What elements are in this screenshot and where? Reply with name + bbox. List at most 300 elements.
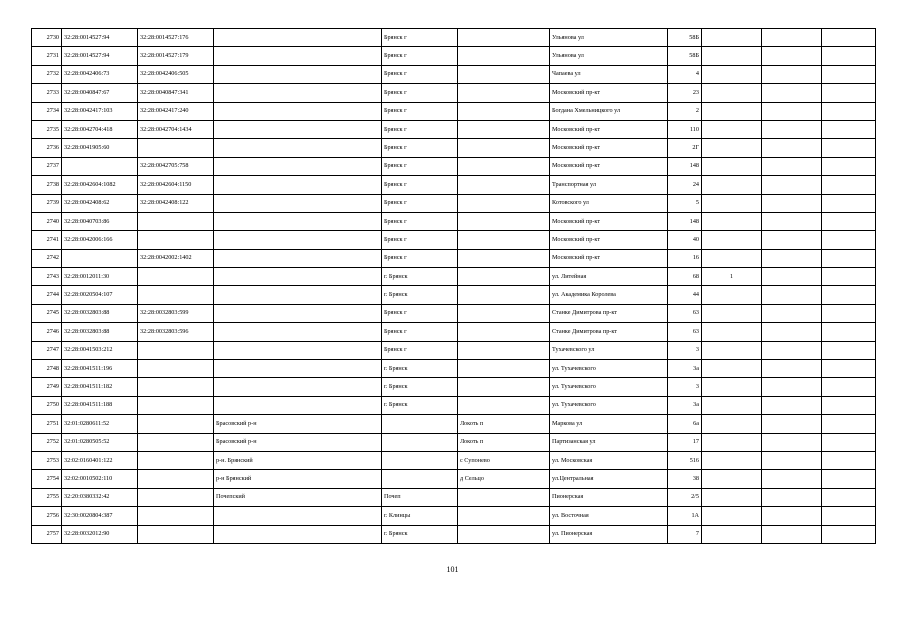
city-cell: Брянск г (382, 157, 458, 175)
extra-cell-2 (762, 341, 822, 359)
extra-cell-2 (762, 323, 822, 341)
city-cell (382, 433, 458, 451)
street-cell: Московский пр-кт (550, 231, 668, 249)
settlement-cell: Локоть п (458, 433, 550, 451)
house-number-cell: 110 (668, 120, 702, 138)
extra-cell-3 (822, 231, 876, 249)
district-cell: Брасовский р-н (214, 433, 382, 451)
extra-cell-3 (822, 157, 876, 175)
extra-cell-2 (762, 249, 822, 267)
settlement-cell (458, 268, 550, 286)
extra-cell-3 (822, 84, 876, 102)
extra-cell-2 (762, 231, 822, 249)
cadastral-number-cell: 32:28:0042604:1082 (62, 176, 138, 194)
district-cell (214, 268, 382, 286)
row-number-cell: 2733 (32, 84, 62, 102)
cadastral-number-secondary-cell (138, 415, 214, 433)
extra-cell-1 (702, 231, 762, 249)
house-number-cell: 6а (668, 415, 702, 433)
extra-cell-2 (762, 194, 822, 212)
district-cell (214, 29, 382, 47)
row-number-cell: 2746 (32, 323, 62, 341)
page-number: 101 (446, 565, 459, 574)
district-cell (214, 102, 382, 120)
street-cell: Московский пр-кт (550, 249, 668, 267)
house-number-cell: 148 (668, 157, 702, 175)
table-row (32, 451, 876, 469)
street-cell: ул. Тухачевского (550, 396, 668, 414)
extra-cell-2 (762, 139, 822, 157)
street-cell: Маркова ул (550, 415, 668, 433)
extra-cell-1 (702, 194, 762, 212)
table-row (32, 102, 876, 120)
street-cell: ул. Восточная (550, 507, 668, 525)
cadastral-number-secondary-cell: 32:28:0042406:505 (138, 65, 214, 83)
cadastral-number-secondary-cell: 32:28:0042417:240 (138, 102, 214, 120)
extra-cell-3 (822, 47, 876, 65)
cadastral-number-cell: 32:28:0040703:86 (62, 212, 138, 230)
district-cell (214, 176, 382, 194)
row-number-cell: 2755 (32, 488, 62, 506)
house-number-cell: 7 (668, 525, 702, 543)
house-number-cell: 3 (668, 341, 702, 359)
house-number-cell: 516 (668, 451, 702, 469)
extra-cell-1 (702, 102, 762, 120)
street-cell: ул. Пионерская (550, 525, 668, 543)
extra-cell-3 (822, 176, 876, 194)
street-cell: Пионерская (550, 488, 668, 506)
table-row (32, 286, 876, 304)
extra-cell-2 (762, 488, 822, 506)
city-cell: Брянск г (382, 212, 458, 230)
cadastral-number-cell: 32:28:0014527:94 (62, 47, 138, 65)
extra-cell-2 (762, 470, 822, 488)
house-number-cell: 23 (668, 84, 702, 102)
table-row (32, 157, 876, 175)
street-cell: ул. Литейная (550, 268, 668, 286)
district-cell (214, 304, 382, 322)
cadastral-number-secondary-cell: 32:28:0032803:596 (138, 323, 214, 341)
row-number-cell: 2742 (32, 249, 62, 267)
extra-cell-3 (822, 525, 876, 543)
cadastral-number-secondary-cell: 32:28:0014527:179 (138, 47, 214, 65)
house-number-cell: 4 (668, 65, 702, 83)
house-number-cell: 17 (668, 433, 702, 451)
cadastral-number-cell: 32:28:0041511:196 (62, 360, 138, 378)
city-cell (382, 415, 458, 433)
house-number-cell: 2Г (668, 139, 702, 157)
extra-cell-1 (702, 525, 762, 543)
extra-cell-3 (822, 120, 876, 138)
settlement-cell (458, 396, 550, 414)
extra-cell-3 (822, 433, 876, 451)
city-cell: Почеп (382, 488, 458, 506)
extra-cell-3 (822, 194, 876, 212)
extra-cell-2 (762, 84, 822, 102)
district-cell (214, 47, 382, 65)
extra-cell-2 (762, 65, 822, 83)
row-number-cell: 2747 (32, 341, 62, 359)
row-number-cell: 2756 (32, 507, 62, 525)
extra-cell-1 (702, 47, 762, 65)
row-number-cell: 2750 (32, 396, 62, 414)
extra-cell-2 (762, 29, 822, 47)
cadastral-number-secondary-cell (138, 212, 214, 230)
street-cell: Котовского ул (550, 194, 668, 212)
district-cell (214, 194, 382, 212)
district-cell (214, 157, 382, 175)
cadastral-number-secondary-cell: 32:28:0042704:1434 (138, 120, 214, 138)
table-row (32, 433, 876, 451)
settlement-cell (458, 231, 550, 249)
cadastral-number-secondary-cell (138, 488, 214, 506)
table-row (32, 268, 876, 286)
house-number-cell: 63 (668, 304, 702, 322)
house-number-cell: 38 (668, 470, 702, 488)
settlement-cell (458, 176, 550, 194)
table-row (32, 176, 876, 194)
settlement-cell (458, 341, 550, 359)
extra-cell-3 (822, 268, 876, 286)
street-cell: ул.Центральная (550, 470, 668, 488)
city-cell: Брянск г (382, 194, 458, 212)
table-row (32, 29, 876, 47)
extra-cell-1 (702, 360, 762, 378)
street-cell: Московский пр-кт (550, 84, 668, 102)
row-number-cell: 2743 (32, 268, 62, 286)
city-cell: г. Брянск (382, 360, 458, 378)
extra-cell-2 (762, 451, 822, 469)
district-cell: Почепский (214, 488, 382, 506)
cadastral-number-secondary-cell (138, 139, 214, 157)
cadastral-number-cell: 32:28:0041511:188 (62, 396, 138, 414)
table-row (32, 396, 876, 414)
row-number-cell: 2753 (32, 451, 62, 469)
extra-cell-1 (702, 323, 762, 341)
city-cell: г. Клинцы (382, 507, 458, 525)
cadastral-number-secondary-cell (138, 507, 214, 525)
row-number-cell: 2732 (32, 65, 62, 83)
extra-cell-3 (822, 415, 876, 433)
street-cell: ул. Академика Королева (550, 286, 668, 304)
district-cell (214, 286, 382, 304)
extra-cell-3 (822, 470, 876, 488)
cadastral-number-cell: 32:28:0042704:418 (62, 120, 138, 138)
extra-cell-1 (702, 84, 762, 102)
row-number-cell: 2745 (32, 304, 62, 322)
extra-cell-1 (702, 176, 762, 194)
house-number-cell: 63 (668, 323, 702, 341)
settlement-cell (458, 84, 550, 102)
cadastral-number-cell (62, 249, 138, 267)
table-row (32, 488, 876, 506)
table-row (32, 525, 876, 543)
extra-cell-1 (702, 341, 762, 359)
table-row (32, 378, 876, 396)
cadastral-number-cell: 32:20:0380332:42 (62, 488, 138, 506)
street-cell: Богдана Хмельницкого ул (550, 102, 668, 120)
house-number-cell: 24 (668, 176, 702, 194)
extra-cell-2 (762, 360, 822, 378)
extra-cell-3 (822, 396, 876, 414)
street-cell: Ульянова ул (550, 29, 668, 47)
city-cell: Брянск г (382, 84, 458, 102)
house-number-cell: 68 (668, 268, 702, 286)
city-cell: Брянск г (382, 176, 458, 194)
district-cell (214, 378, 382, 396)
settlement-cell (458, 102, 550, 120)
extra-cell-1 (702, 139, 762, 157)
settlement-cell (458, 120, 550, 138)
street-cell: Московский пр-кт (550, 212, 668, 230)
extra-cell-2 (762, 378, 822, 396)
cadastral-number-cell: 32:28:0014527:94 (62, 29, 138, 47)
extra-cell-1 (702, 286, 762, 304)
settlement-cell: д Сельцо (458, 470, 550, 488)
street-cell: Московский пр-кт (550, 120, 668, 138)
street-cell: Транспортная ул (550, 176, 668, 194)
district-cell: р-н. Брянский (214, 451, 382, 469)
settlement-cell (458, 378, 550, 396)
street-cell: Партизанская ул (550, 433, 668, 451)
row-number-cell: 2749 (32, 378, 62, 396)
house-number-cell: 1А (668, 507, 702, 525)
property-register-table (31, 28, 876, 544)
cadastral-number-secondary-cell (138, 341, 214, 359)
extra-cell-3 (822, 212, 876, 230)
extra-cell-1 (702, 212, 762, 230)
extra-cell-2 (762, 120, 822, 138)
table-row (32, 470, 876, 488)
cadastral-number-cell: 32:30:0020804:387 (62, 507, 138, 525)
cadastral-number-cell: 32:28:0042417:103 (62, 102, 138, 120)
cadastral-number-cell: 32:28:0012011:30 (62, 268, 138, 286)
extra-cell-3 (822, 323, 876, 341)
row-number-cell: 2734 (32, 102, 62, 120)
settlement-cell (458, 323, 550, 341)
extra-cell-1 (702, 507, 762, 525)
cadastral-number-secondary-cell: 32:28:0042604:1150 (138, 176, 214, 194)
city-cell: Брянск г (382, 120, 458, 138)
extra-cell-3 (822, 29, 876, 47)
street-cell: ул. Тухачевского (550, 360, 668, 378)
extra-cell-1 (702, 157, 762, 175)
extra-cell-3 (822, 304, 876, 322)
settlement-cell (458, 525, 550, 543)
extra-cell-2 (762, 47, 822, 65)
district-cell (214, 360, 382, 378)
city-cell: Брянск г (382, 29, 458, 47)
district-cell (214, 84, 382, 102)
extra-cell-1 (702, 470, 762, 488)
settlement-cell (458, 360, 550, 378)
cadastral-number-secondary-cell: 32:28:0040847:341 (138, 84, 214, 102)
house-number-cell: 3а (668, 360, 702, 378)
house-number-cell: 3а (668, 396, 702, 414)
extra-cell-2 (762, 415, 822, 433)
extra-cell-3 (822, 249, 876, 267)
cadastral-number-cell: 32:28:0042408:62 (62, 194, 138, 212)
street-cell: Станке Димитрова пр-кт (550, 323, 668, 341)
city-cell: Брянск г (382, 65, 458, 83)
house-number-cell: 40 (668, 231, 702, 249)
city-cell: г. Брянск (382, 396, 458, 414)
cadastral-number-secondary-cell (138, 378, 214, 396)
street-cell: ул. Московская (550, 451, 668, 469)
house-number-cell: 58Б (668, 47, 702, 65)
settlement-cell (458, 29, 550, 47)
extra-cell-2 (762, 396, 822, 414)
extra-cell-2 (762, 268, 822, 286)
table-row (32, 194, 876, 212)
extra-cell-1 (702, 433, 762, 451)
extra-cell-3 (822, 451, 876, 469)
extra-cell-1 (702, 415, 762, 433)
extra-cell-3 (822, 65, 876, 83)
register-body (32, 29, 876, 544)
extra-cell-1 (702, 304, 762, 322)
table-row (32, 249, 876, 267)
settlement-cell (458, 139, 550, 157)
table-row (32, 231, 876, 249)
row-number-cell: 2730 (32, 29, 62, 47)
extra-cell-1 (702, 120, 762, 138)
cadastral-number-cell: 32:28:0042406:73 (62, 65, 138, 83)
district-cell (214, 249, 382, 267)
cadastral-number-cell: 32:28:0041503:212 (62, 341, 138, 359)
street-cell: ул. Тухачевского (550, 378, 668, 396)
extra-cell-3 (822, 488, 876, 506)
table-row (32, 84, 876, 102)
settlement-cell (458, 47, 550, 65)
table-row (32, 360, 876, 378)
house-number-cell: 16 (668, 249, 702, 267)
street-cell: Ульянова ул (550, 47, 668, 65)
table-row (32, 415, 876, 433)
extra-cell-2 (762, 286, 822, 304)
cadastral-number-secondary-cell (138, 268, 214, 286)
city-cell: Брянск г (382, 341, 458, 359)
city-cell (382, 470, 458, 488)
city-cell: Брянск г (382, 102, 458, 120)
cadastral-number-secondary-cell (138, 231, 214, 249)
cadastral-number-cell: 32:02:0160401:122 (62, 451, 138, 469)
district-cell (214, 65, 382, 83)
cadastral-number-cell: 32:28:0020504:107 (62, 286, 138, 304)
extra-cell-3 (822, 139, 876, 157)
street-cell: Московский пр-кт (550, 157, 668, 175)
city-cell: Брянск г (382, 231, 458, 249)
extra-cell-2 (762, 102, 822, 120)
district-cell (214, 139, 382, 157)
city-cell (382, 451, 458, 469)
district-cell (214, 323, 382, 341)
settlement-cell: с Супонево (458, 451, 550, 469)
street-cell: Тухачевского ул (550, 341, 668, 359)
house-number-cell: 5 (668, 194, 702, 212)
extra-cell-1 (702, 488, 762, 506)
settlement-cell: Локоть п (458, 415, 550, 433)
cadastral-number-secondary-cell (138, 433, 214, 451)
extra-cell-2 (762, 176, 822, 194)
district-cell: Брасовский р-н (214, 415, 382, 433)
table-row (32, 65, 876, 83)
row-number-cell: 2737 (32, 157, 62, 175)
row-number-cell: 2744 (32, 286, 62, 304)
district-cell (214, 120, 382, 138)
settlement-cell (458, 194, 550, 212)
row-number-cell: 2739 (32, 194, 62, 212)
city-cell: г. Брянск (382, 378, 458, 396)
city-cell: г. Брянск (382, 525, 458, 543)
extra-cell-2 (762, 525, 822, 543)
table-row (32, 341, 876, 359)
street-cell: Чапаева ул (550, 65, 668, 83)
house-number-cell: 2/5 (668, 488, 702, 506)
table-row (32, 212, 876, 230)
city-cell: г. Брянск (382, 268, 458, 286)
extra-cell-2 (762, 433, 822, 451)
cadastral-number-cell: 32:02:0010502:110 (62, 470, 138, 488)
district-cell (214, 396, 382, 414)
district-cell: р-н Брянский (214, 470, 382, 488)
cadastral-number-cell: 32:28:0032803:88 (62, 304, 138, 322)
table-row (32, 304, 876, 322)
cadastral-number-cell: 32:28:0040847:67 (62, 84, 138, 102)
settlement-cell (458, 304, 550, 322)
extra-cell-3 (822, 360, 876, 378)
cadastral-number-cell: 32:28:0041905:60 (62, 139, 138, 157)
row-number-cell: 2738 (32, 176, 62, 194)
settlement-cell (458, 488, 550, 506)
cadastral-number-cell: 32:01:0280505:52 (62, 433, 138, 451)
row-number-cell: 2741 (32, 231, 62, 249)
extra-cell-1 (702, 29, 762, 47)
row-number-cell: 2748 (32, 360, 62, 378)
extra-cell-3 (822, 341, 876, 359)
row-number-cell: 2735 (32, 120, 62, 138)
extra-cell-1 (702, 451, 762, 469)
extra-cell-2 (762, 157, 822, 175)
extra-cell-3 (822, 102, 876, 120)
city-cell: Брянск г (382, 304, 458, 322)
row-number-cell: 2731 (32, 47, 62, 65)
house-number-cell: 148 (668, 212, 702, 230)
settlement-cell (458, 286, 550, 304)
district-cell (214, 341, 382, 359)
cadastral-number-cell: 32:28:0042006:166 (62, 231, 138, 249)
settlement-cell (458, 157, 550, 175)
row-number-cell: 2752 (32, 433, 62, 451)
extra-cell-3 (822, 507, 876, 525)
district-cell (214, 212, 382, 230)
city-cell: г. Брянск (382, 286, 458, 304)
cadastral-number-secondary-cell: 32:28:0042705:758 (138, 157, 214, 175)
settlement-cell (458, 249, 550, 267)
street-cell: Станке Димитрова пр-кт (550, 304, 668, 322)
cadastral-number-cell (62, 157, 138, 175)
extra-cell-3 (822, 286, 876, 304)
cadastral-number-secondary-cell: 32:28:0042002:1402 (138, 249, 214, 267)
extra-cell-1 (702, 65, 762, 83)
district-cell (214, 507, 382, 525)
cadastral-number-secondary-cell (138, 470, 214, 488)
cadastral-number-secondary-cell (138, 286, 214, 304)
extra-cell-1: 1 (702, 268, 762, 286)
house-number-cell: 44 (668, 286, 702, 304)
house-number-cell: 58Б (668, 29, 702, 47)
cadastral-number-cell: 32:01:0280611:52 (62, 415, 138, 433)
